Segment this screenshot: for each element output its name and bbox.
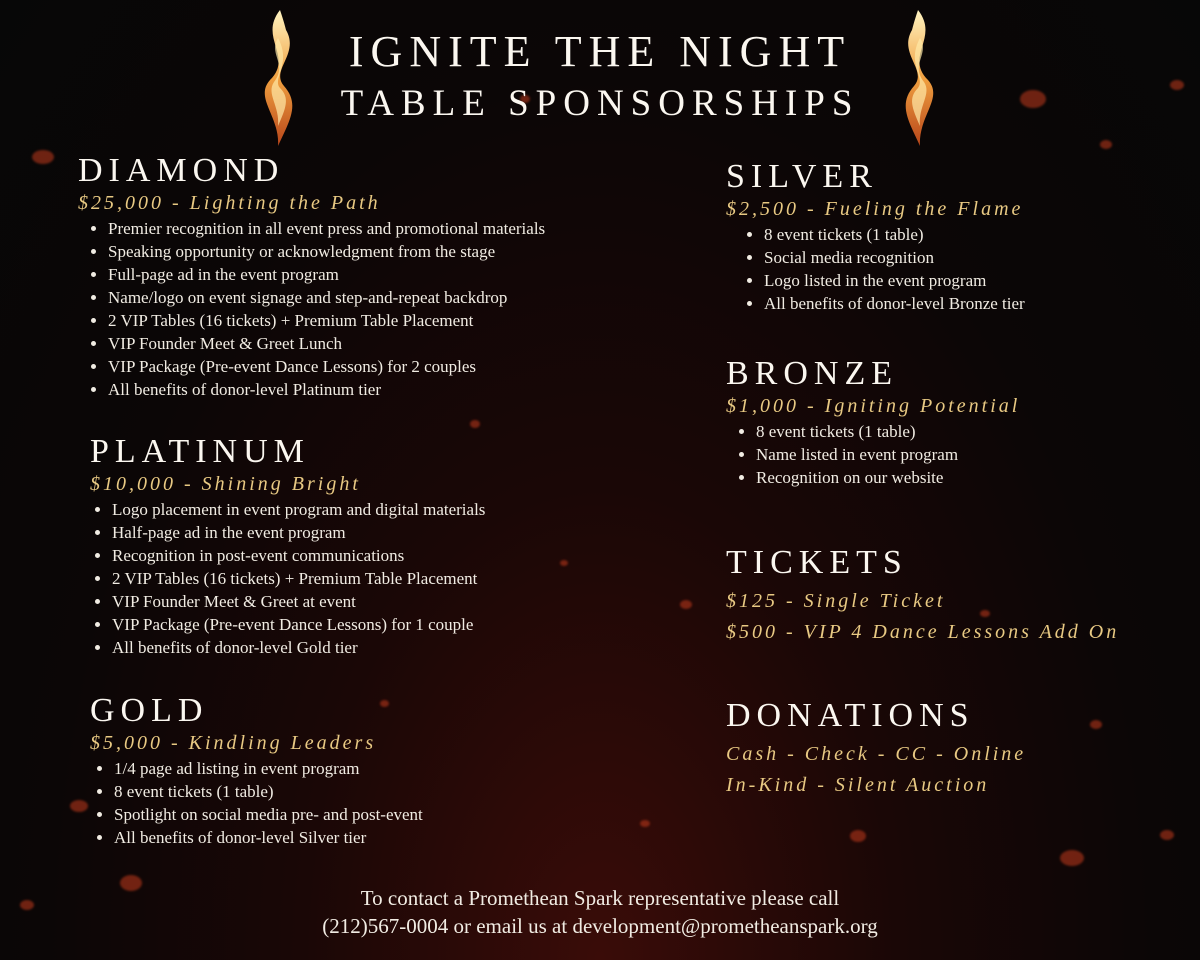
- page-subtitle: TABLE SPONSORSHIPS: [340, 83, 860, 124]
- donations-section: [726, 697, 1186, 801]
- contact-info: [0, 884, 1200, 940]
- benefit-item: • 8 event tickets (1 table): [764, 223, 1176, 246]
- tickets-heading: TICKETS: [726, 544, 908, 581]
- tier-platinum-benefits: [90, 498, 650, 659]
- tier-silver-name: SILVER: [726, 158, 878, 195]
- ticket-line: $500 - VIP 4 Dance Lessons Add On: [726, 621, 1120, 643]
- tier-bronze-name: BRONZE: [726, 355, 898, 392]
- benefit-item: • Name/logo on event signage and step-and-repeat backdrop: [108, 286, 638, 309]
- benefit-item: • VIP Founder Meet & Greet Lunch: [108, 332, 638, 355]
- benefit-item: • 8 event tickets (1 table): [114, 780, 650, 803]
- benefit-item: • Recognition on our website: [756, 466, 1176, 489]
- tier-silver-price: $2,500 - Fueling the Flame: [726, 198, 1024, 220]
- benefit-item: • 8 event tickets (1 table): [756, 420, 1176, 443]
- donation-line: In-Kind - Silent Auction: [726, 774, 990, 796]
- tier-gold-benefits: [90, 757, 650, 849]
- benefit-item: • VIP Founder Meet & Greet at event: [112, 590, 650, 613]
- tier-platinum-name: PLATINUM: [90, 433, 310, 470]
- benefit-item: • All benefits of donor-level Platinum tier: [108, 378, 638, 401]
- benefit-item: • Social media recognition: [764, 246, 1176, 269]
- tier-gold: [90, 692, 650, 849]
- donation-line: Cash - Check - CC - Online: [726, 743, 1027, 765]
- benefit-item: • 1/4 page ad listing in event program: [114, 757, 650, 780]
- ticket-line: $125 - Single Ticket: [726, 590, 946, 612]
- tier-diamond-benefits: [78, 217, 638, 401]
- benefit-item: • Full-page ad in the event program: [108, 263, 638, 286]
- tier-gold-name: GOLD: [90, 692, 209, 729]
- contact-line-1: To contact a Promethean Spark representative please call: [360, 886, 840, 910]
- tier-gold-price: $5,000 - Kindling Leaders: [90, 732, 377, 754]
- tier-platinum: [90, 433, 650, 659]
- benefit-item: • All benefits of donor-level Gold tier: [112, 636, 650, 659]
- contact-line-2: (212)567-0004 or email us at development@prometheanspark.org: [322, 914, 878, 938]
- tier-diamond: [78, 152, 638, 401]
- benefit-item: • Logo placement in event program and digital materials: [112, 498, 650, 521]
- benefit-item: • All benefits of donor-level Silver tier: [114, 826, 650, 849]
- benefit-item: • Spotlight on social media pre- and post-event: [114, 803, 650, 826]
- benefit-item: • 2 VIP Tables (16 tickets) + Premium Table Placement: [112, 567, 650, 590]
- tickets-section: [726, 544, 1186, 648]
- benefit-item: • 2 VIP Tables (16 tickets) + Premium Table Placement: [108, 309, 638, 332]
- benefit-item: • Logo listed in the event program: [764, 269, 1176, 292]
- benefit-item: • Premier recognition in all event press and promotional materials: [108, 217, 638, 240]
- tier-diamond-price: $25,000 - Lighting the Path: [78, 192, 381, 214]
- tier-bronze-price: $1,000 - Igniting Potential: [726, 395, 1021, 417]
- benefit-item: • All benefits of donor-level Bronze tier: [764, 292, 1176, 315]
- benefit-item: • VIP Package (Pre-event Dance Lessons) for 2 couples: [108, 355, 638, 378]
- benefit-item: • Recognition in post-event communications: [112, 544, 650, 567]
- benefit-item: • Speaking opportunity or acknowledgment from the stage: [108, 240, 638, 263]
- benefit-item: • Half-page ad in the event program: [112, 521, 650, 544]
- tier-platinum-price: $10,000 - Shining Bright: [90, 473, 361, 495]
- benefit-item: • Name listed in event program: [756, 443, 1176, 466]
- benefit-item: • VIP Package (Pre-event Dance Lessons) for 1 couple: [112, 613, 650, 636]
- page-title: IGNITE THE NIGHT: [348, 27, 852, 76]
- tier-silver: [726, 158, 1176, 315]
- tier-diamond-name: DIAMOND: [78, 152, 285, 189]
- tier-bronze-benefits: [726, 420, 1176, 489]
- tier-silver-benefits: [726, 223, 1176, 315]
- tier-bronze: [726, 355, 1176, 489]
- donations-heading: DONATIONS: [726, 697, 975, 734]
